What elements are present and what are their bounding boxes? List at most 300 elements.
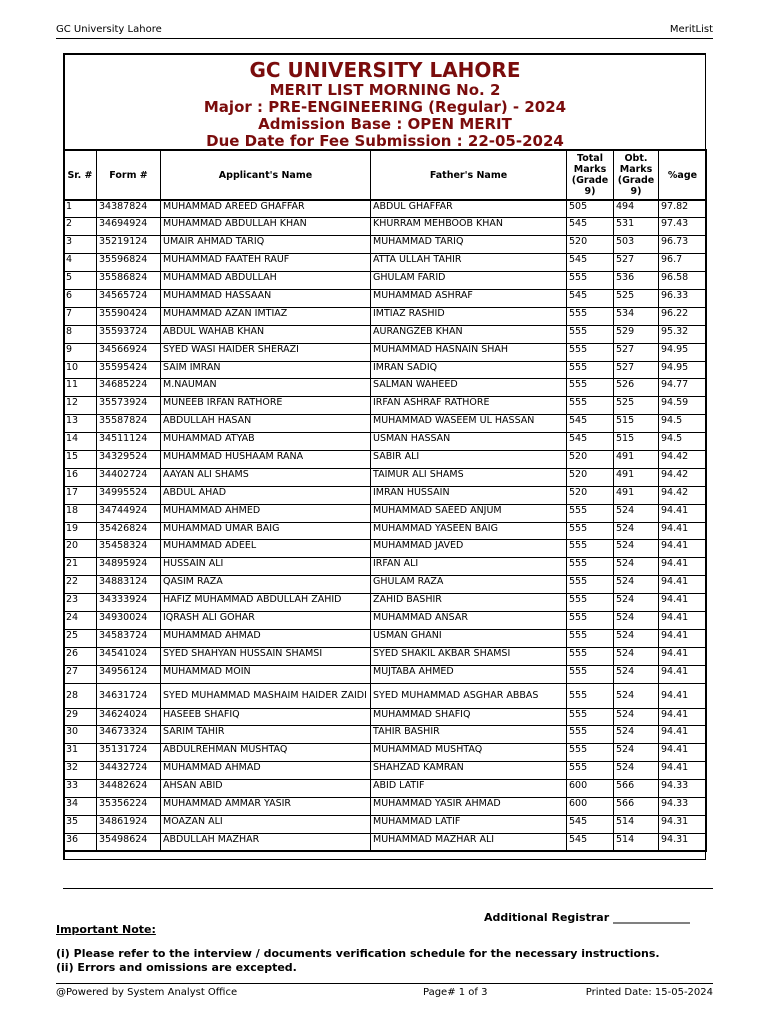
table-cell: 525 bbox=[614, 289, 659, 307]
table-cell: MUHAMMAD ASHRAF bbox=[371, 289, 567, 307]
table-row bbox=[64, 611, 707, 629]
table-cell: 94.42 bbox=[659, 468, 707, 486]
table-cell: 35573924 bbox=[97, 397, 161, 415]
table-row bbox=[64, 289, 707, 307]
table-cell: MUHAMMAD SAEED ANJUM bbox=[371, 504, 567, 522]
table-cell: 25 bbox=[64, 629, 97, 647]
table-cell: AAYAN ALI SHAMS bbox=[161, 468, 371, 486]
table-cell: 34861924 bbox=[97, 815, 161, 833]
table-row bbox=[64, 708, 707, 726]
table-cell: HASEEB SHAFIQ bbox=[161, 708, 371, 726]
table-cell: 26 bbox=[64, 647, 97, 665]
table-cell: 24 bbox=[64, 611, 97, 629]
table-cell: MUHAMMAD FAATEH RAUF bbox=[161, 254, 371, 272]
header-institution: GC University Lahore bbox=[56, 24, 162, 35]
table-cell: 3 bbox=[64, 236, 97, 254]
table-cell: 529 bbox=[614, 325, 659, 343]
table-cell: 34566924 bbox=[97, 343, 161, 361]
table-cell: 514 bbox=[614, 833, 659, 851]
table-cell: SARIM TAHIR bbox=[161, 726, 371, 744]
table-cell: SALMAN WAHEED bbox=[371, 379, 567, 397]
table-cell: 34541024 bbox=[97, 647, 161, 665]
table-cell: 545 bbox=[567, 218, 614, 236]
table-cell: MOAZAN ALI bbox=[161, 815, 371, 833]
table-cell: 35 bbox=[64, 815, 97, 833]
footer-printed-date: Printed Date: 15-05-2024 bbox=[585, 987, 713, 998]
table-cell: 524 bbox=[614, 708, 659, 726]
table-cell: MUHAMMAD YASIR AHMAD bbox=[371, 798, 567, 816]
table-cell: TAIMUR ALI SHAMS bbox=[371, 468, 567, 486]
table-row bbox=[64, 665, 707, 683]
table-cell: MUHAMMAD WASEEM UL HASSAN bbox=[371, 415, 567, 433]
table-cell: 531 bbox=[614, 218, 659, 236]
table-cell: 515 bbox=[614, 415, 659, 433]
table-cell: SAIM IMRAN bbox=[161, 361, 371, 379]
table-cell: 527 bbox=[614, 343, 659, 361]
table-cell: 34685224 bbox=[97, 379, 161, 397]
table-cell: MUHAMMAD AZAN IMTIAZ bbox=[161, 307, 371, 325]
table-row bbox=[64, 683, 707, 708]
table-row bbox=[64, 254, 707, 272]
table-cell: 10 bbox=[64, 361, 97, 379]
table-cell: 555 bbox=[567, 708, 614, 726]
table-cell: 520 bbox=[567, 450, 614, 468]
table-cell: 22 bbox=[64, 576, 97, 594]
table-row bbox=[64, 558, 707, 576]
table-cell: 555 bbox=[567, 611, 614, 629]
table-cell: 29 bbox=[64, 708, 97, 726]
table-cell: 555 bbox=[567, 343, 614, 361]
table-cell: 11 bbox=[64, 379, 97, 397]
table-cell: 94.41 bbox=[659, 504, 707, 522]
table-row bbox=[64, 415, 707, 433]
table-cell: MUHAMMAD MOIN bbox=[161, 665, 371, 683]
table-cell: MUHAMMAD YASEEN BAIG bbox=[371, 522, 567, 540]
table-cell: 524 bbox=[614, 744, 659, 762]
table-row bbox=[64, 272, 707, 290]
table-cell: 13 bbox=[64, 415, 97, 433]
table-cell: 35458324 bbox=[97, 540, 161, 558]
table-cell: 35498624 bbox=[97, 833, 161, 851]
table-cell: 12 bbox=[64, 397, 97, 415]
table-cell: 5 bbox=[64, 272, 97, 290]
table-cell: 514 bbox=[614, 815, 659, 833]
table-cell: 28 bbox=[64, 683, 97, 708]
table-cell: MUHAMMAD MAZHAR ALI bbox=[371, 833, 567, 851]
table-cell: MUHAMMAD UMAR BAIG bbox=[161, 522, 371, 540]
header-doc-type: MeritList bbox=[669, 24, 713, 35]
table-cell: 600 bbox=[567, 798, 614, 816]
footer-powered-by: @Powered by System Analyst Office bbox=[56, 987, 238, 998]
table-cell: 34895924 bbox=[97, 558, 161, 576]
table-cell: 94.31 bbox=[659, 833, 707, 851]
table-cell: 96.73 bbox=[659, 236, 707, 254]
table-cell: 524 bbox=[614, 611, 659, 629]
important-note-title: Important Note: bbox=[56, 923, 156, 936]
table-cell: KHURRAM MEHBOOB KHAN bbox=[371, 218, 567, 236]
table-cell: IMRAN HUSSAIN bbox=[371, 486, 567, 504]
table-cell: SHAHZAD KAMRAN bbox=[371, 762, 567, 780]
table-cell: 94.41 bbox=[659, 726, 707, 744]
table-cell: 491 bbox=[614, 450, 659, 468]
table-cell: 524 bbox=[614, 647, 659, 665]
table-cell: 520 bbox=[567, 486, 614, 504]
registrar-signature: Additional Registrar ______________ bbox=[484, 911, 690, 924]
table-cell: IQRASH ALI GOHAR bbox=[161, 611, 371, 629]
table-cell: 94.95 bbox=[659, 361, 707, 379]
table-cell: IRFAN ASHRAF RATHORE bbox=[371, 397, 567, 415]
table-cell: SYED SHAKIL AKBAR SHAMSI bbox=[371, 647, 567, 665]
table-cell: USMAN GHANI bbox=[371, 629, 567, 647]
table-cell: 94.41 bbox=[659, 744, 707, 762]
table-cell: 524 bbox=[614, 522, 659, 540]
column-header: %age bbox=[659, 150, 707, 200]
table-cell: 524 bbox=[614, 629, 659, 647]
table-cell: GHULAM RAZA bbox=[371, 576, 567, 594]
table-row bbox=[64, 780, 707, 798]
page-header bbox=[56, 24, 713, 39]
table-cell: 35131724 bbox=[97, 744, 161, 762]
table-cell: MUHAMMAD ABDULLAH bbox=[161, 272, 371, 290]
table-cell: 555 bbox=[567, 726, 614, 744]
table-cell: 526 bbox=[614, 379, 659, 397]
table-row bbox=[64, 540, 707, 558]
column-header: Form # bbox=[97, 150, 161, 200]
table-cell: 97.43 bbox=[659, 218, 707, 236]
table-cell: 545 bbox=[567, 289, 614, 307]
table-cell: 14 bbox=[64, 433, 97, 451]
table-cell: 34930024 bbox=[97, 611, 161, 629]
table-cell: MUHAMMAD ADEEL bbox=[161, 540, 371, 558]
table-cell: 34 bbox=[64, 798, 97, 816]
table-cell: MUHAMMAD ATYAB bbox=[161, 433, 371, 451]
admission-base: Admission Base : OPEN MERIT bbox=[258, 115, 512, 133]
table-row bbox=[64, 343, 707, 361]
table-cell: MUHAMMAD SHAFIQ bbox=[371, 708, 567, 726]
table-cell: 555 bbox=[567, 361, 614, 379]
table-cell: 555 bbox=[567, 540, 614, 558]
table-cell: 94.41 bbox=[659, 540, 707, 558]
table-cell: UMAIR AHMAD TARIQ bbox=[161, 236, 371, 254]
table-cell: AHSAN ABID bbox=[161, 780, 371, 798]
table-cell: 555 bbox=[567, 744, 614, 762]
table-cell: 491 bbox=[614, 486, 659, 504]
table-cell: 94.41 bbox=[659, 594, 707, 612]
table-cell: 96.33 bbox=[659, 289, 707, 307]
table-cell: 9 bbox=[64, 343, 97, 361]
table-cell: 555 bbox=[567, 665, 614, 683]
table-cell: HUSSAIN ALI bbox=[161, 558, 371, 576]
table-cell: ABDUL WAHAB KHAN bbox=[161, 325, 371, 343]
table-cell: 32 bbox=[64, 762, 97, 780]
table-cell: 94.59 bbox=[659, 397, 707, 415]
table-cell: 35587824 bbox=[97, 415, 161, 433]
table-cell: MUHAMMAD HUSHAAM RANA bbox=[161, 450, 371, 468]
table-cell: 94.41 bbox=[659, 708, 707, 726]
table-cell: MUHAMMAD ANSAR bbox=[371, 611, 567, 629]
table-cell: MUHAMMAD AHMAD bbox=[161, 629, 371, 647]
table-cell: 34995524 bbox=[97, 486, 161, 504]
table-cell: 494 bbox=[614, 200, 659, 218]
table-cell: 23 bbox=[64, 594, 97, 612]
merit-sheet bbox=[63, 53, 706, 860]
table-cell: 34565724 bbox=[97, 289, 161, 307]
table-cell: 96.58 bbox=[659, 272, 707, 290]
table-cell: 35356224 bbox=[97, 798, 161, 816]
table-cell: 34673324 bbox=[97, 726, 161, 744]
table-row bbox=[64, 200, 707, 218]
table-cell: 34333924 bbox=[97, 594, 161, 612]
table-cell: MUHAMMAD AREED GHAFFAR bbox=[161, 200, 371, 218]
table-cell: 27 bbox=[64, 665, 97, 683]
table-cell: 34583724 bbox=[97, 629, 161, 647]
table-cell: 524 bbox=[614, 576, 659, 594]
table-cell: ATTA ULLAH TAHIR bbox=[371, 254, 567, 272]
table-cell: USMAN HASSAN bbox=[371, 433, 567, 451]
table-cell: MUHAMMAD AHMED bbox=[161, 504, 371, 522]
table-row bbox=[64, 361, 707, 379]
table-cell: 34631724 bbox=[97, 683, 161, 708]
table-row bbox=[64, 744, 707, 762]
table-cell: ABDULLAH MAZHAR bbox=[161, 833, 371, 851]
table-cell: 34432724 bbox=[97, 762, 161, 780]
table-cell: 6 bbox=[64, 289, 97, 307]
table-cell: IMTIAZ RASHID bbox=[371, 307, 567, 325]
note-item: (i) Please refer to the interview / documents verification schedule for the necessary instructions. bbox=[56, 947, 660, 960]
table-cell: 524 bbox=[614, 665, 659, 683]
table-cell: 524 bbox=[614, 504, 659, 522]
table-cell: 35590424 bbox=[97, 307, 161, 325]
table-row bbox=[64, 379, 707, 397]
table-cell: 555 bbox=[567, 762, 614, 780]
table-row bbox=[64, 647, 707, 665]
table-cell: 534 bbox=[614, 307, 659, 325]
column-header: Total Marks (Grade 9) bbox=[567, 150, 614, 200]
table-cell: 94.41 bbox=[659, 683, 707, 708]
table-cell: 19 bbox=[64, 522, 97, 540]
table-cell: IRFAN ALI bbox=[371, 558, 567, 576]
table-cell: 34694924 bbox=[97, 218, 161, 236]
table-cell: 555 bbox=[567, 683, 614, 708]
note-item: (ii) Errors and omissions are excepted. bbox=[56, 961, 297, 974]
table-cell: ABDUL GHAFFAR bbox=[371, 200, 567, 218]
table-cell: 94.41 bbox=[659, 611, 707, 629]
table-cell: 34387824 bbox=[97, 200, 161, 218]
table-cell: 525 bbox=[614, 397, 659, 415]
table-cell: 2 bbox=[64, 218, 97, 236]
table-cell: 33 bbox=[64, 780, 97, 798]
title-block bbox=[65, 55, 705, 150]
table-cell: MUHAMMAD TARIQ bbox=[371, 236, 567, 254]
table-row bbox=[64, 468, 707, 486]
table-cell: MUHAMMAD AMMAR YASIR bbox=[161, 798, 371, 816]
table-cell: 94.41 bbox=[659, 522, 707, 540]
table-cell: 520 bbox=[567, 468, 614, 486]
table-cell: 17 bbox=[64, 486, 97, 504]
table-cell: 35595424 bbox=[97, 361, 161, 379]
table-cell: TAHIR BASHIR bbox=[371, 726, 567, 744]
table-cell: 94.41 bbox=[659, 647, 707, 665]
table-cell: 35219124 bbox=[97, 236, 161, 254]
divider bbox=[63, 888, 713, 889]
table-row bbox=[64, 629, 707, 647]
table-cell: 34624024 bbox=[97, 708, 161, 726]
table-cell: MUHAMMAD AHMAD bbox=[161, 762, 371, 780]
table-cell: 555 bbox=[567, 307, 614, 325]
table-cell: 35596824 bbox=[97, 254, 161, 272]
table-cell: SYED SHAHYAN HUSSAIN SHAMSI bbox=[161, 647, 371, 665]
table-cell: 15 bbox=[64, 450, 97, 468]
page-footer bbox=[56, 983, 713, 998]
table-cell: 1 bbox=[64, 200, 97, 218]
table-cell: ABDUL AHAD bbox=[161, 486, 371, 504]
table-cell: 35586824 bbox=[97, 272, 161, 290]
table-cell: ABID LATIF bbox=[371, 780, 567, 798]
table-cell: 34329524 bbox=[97, 450, 161, 468]
table-cell: ABDULREHMAN MUSHTAQ bbox=[161, 744, 371, 762]
table-cell: 566 bbox=[614, 798, 659, 816]
table-cell: 21 bbox=[64, 558, 97, 576]
table-cell: 96.7 bbox=[659, 254, 707, 272]
table-cell: 524 bbox=[614, 540, 659, 558]
table-cell: 515 bbox=[614, 433, 659, 451]
table-cell: 555 bbox=[567, 379, 614, 397]
table-cell: 94.31 bbox=[659, 815, 707, 833]
table-row bbox=[64, 486, 707, 504]
table-cell: 545 bbox=[567, 254, 614, 272]
table-cell: 94.42 bbox=[659, 450, 707, 468]
table-cell: 94.41 bbox=[659, 629, 707, 647]
table-cell: 35426824 bbox=[97, 522, 161, 540]
table-cell: 545 bbox=[567, 815, 614, 833]
table-cell: MUHAMMAD HASNAIN SHAH bbox=[371, 343, 567, 361]
table-cell: HAFIZ MUHAMMAD ABDULLAH ZAHID bbox=[161, 594, 371, 612]
fee-due-date: Due Date for Fee Submission : 22-05-2024 bbox=[206, 132, 564, 150]
table-cell: 94.33 bbox=[659, 780, 707, 798]
table-cell: 97.82 bbox=[659, 200, 707, 218]
table-cell: M.NAUMAN bbox=[161, 379, 371, 397]
table-cell: 555 bbox=[567, 594, 614, 612]
table-cell: 34402724 bbox=[97, 468, 161, 486]
table-cell: 527 bbox=[614, 361, 659, 379]
table-cell: 566 bbox=[614, 780, 659, 798]
merit-list-title: MERIT LIST MORNING No. 2 bbox=[269, 81, 501, 99]
table-cell: 36 bbox=[64, 833, 97, 851]
table-cell: 555 bbox=[567, 522, 614, 540]
table-cell: 94.5 bbox=[659, 433, 707, 451]
table-row bbox=[64, 218, 707, 236]
table-cell: 94.95 bbox=[659, 343, 707, 361]
table-cell: 555 bbox=[567, 504, 614, 522]
table-cell: 545 bbox=[567, 415, 614, 433]
table-cell: 20 bbox=[64, 540, 97, 558]
table-cell: MUJTABA AHMED bbox=[371, 665, 567, 683]
table-row bbox=[64, 450, 707, 468]
table-cell: 34883124 bbox=[97, 576, 161, 594]
table-cell: SYED MUHAMMAD ASGHAR ABBAS bbox=[371, 683, 567, 708]
table-cell: 34482624 bbox=[97, 780, 161, 798]
table-cell: 4 bbox=[64, 254, 97, 272]
table-cell: 555 bbox=[567, 325, 614, 343]
table-cell: 555 bbox=[567, 272, 614, 290]
table-cell: 34511124 bbox=[97, 433, 161, 451]
table-row bbox=[64, 522, 707, 540]
table-row bbox=[64, 325, 707, 343]
table-row bbox=[64, 307, 707, 325]
table-cell: 94.41 bbox=[659, 576, 707, 594]
column-header: Father's Name bbox=[371, 150, 567, 200]
table-cell: 600 bbox=[567, 780, 614, 798]
table-cell: 545 bbox=[567, 433, 614, 451]
table-row bbox=[64, 815, 707, 833]
table-cell: 34744924 bbox=[97, 504, 161, 522]
table-row bbox=[64, 397, 707, 415]
table-cell: ABDULLAH HASAN bbox=[161, 415, 371, 433]
table-cell: 94.41 bbox=[659, 665, 707, 683]
table-cell: 7 bbox=[64, 307, 97, 325]
table-cell: 94.41 bbox=[659, 558, 707, 576]
table-cell: 35593724 bbox=[97, 325, 161, 343]
table-cell: 555 bbox=[567, 397, 614, 415]
table-row bbox=[64, 433, 707, 451]
column-header: Obt. Marks (Grade 9) bbox=[614, 150, 659, 200]
table-cell: 524 bbox=[614, 594, 659, 612]
table-cell: 520 bbox=[567, 236, 614, 254]
table-row bbox=[64, 726, 707, 744]
table-cell: 555 bbox=[567, 558, 614, 576]
table-cell: AURANGZEB KHAN bbox=[371, 325, 567, 343]
table-cell: 527 bbox=[614, 254, 659, 272]
table-cell: 94.41 bbox=[659, 762, 707, 780]
table-cell: MUHAMMAD ABDULLAH KHAN bbox=[161, 218, 371, 236]
table-cell: 524 bbox=[614, 558, 659, 576]
table-cell: 524 bbox=[614, 726, 659, 744]
table-cell: MUHAMMAD HASSAAN bbox=[161, 289, 371, 307]
table-cell: 95.32 bbox=[659, 325, 707, 343]
table-cell: 491 bbox=[614, 468, 659, 486]
table-cell: 94.77 bbox=[659, 379, 707, 397]
table-cell: 8 bbox=[64, 325, 97, 343]
table-cell: 94.33 bbox=[659, 798, 707, 816]
table-cell: 94.42 bbox=[659, 486, 707, 504]
table-row bbox=[64, 762, 707, 780]
column-header: Applicant's Name bbox=[161, 150, 371, 200]
table-cell: IMRAN SADIQ bbox=[371, 361, 567, 379]
table-cell: QASIM RAZA bbox=[161, 576, 371, 594]
table-cell: 30 bbox=[64, 726, 97, 744]
table-row bbox=[64, 576, 707, 594]
table-cell: 34956124 bbox=[97, 665, 161, 683]
table-cell: SYED MUHAMMAD MASHAIM HAIDER ZAIDI bbox=[161, 683, 371, 708]
merit-table bbox=[63, 149, 707, 852]
table-header-row bbox=[64, 150, 707, 200]
table-row bbox=[64, 504, 707, 522]
table-cell: 524 bbox=[614, 683, 659, 708]
table-cell: 31 bbox=[64, 744, 97, 762]
table-row bbox=[64, 236, 707, 254]
column-header: Sr. # bbox=[64, 150, 97, 200]
table-row bbox=[64, 833, 707, 851]
table-cell: GHULAM FARID bbox=[371, 272, 567, 290]
table-cell: 555 bbox=[567, 629, 614, 647]
table-body bbox=[64, 200, 707, 851]
table-cell: 94.5 bbox=[659, 415, 707, 433]
major-title: Major : PRE-ENGINEERING (Regular) - 2024 bbox=[203, 98, 567, 116]
table-cell: 555 bbox=[567, 576, 614, 594]
table-cell: 505 bbox=[567, 200, 614, 218]
table-cell: 536 bbox=[614, 272, 659, 290]
table-cell: 503 bbox=[614, 236, 659, 254]
